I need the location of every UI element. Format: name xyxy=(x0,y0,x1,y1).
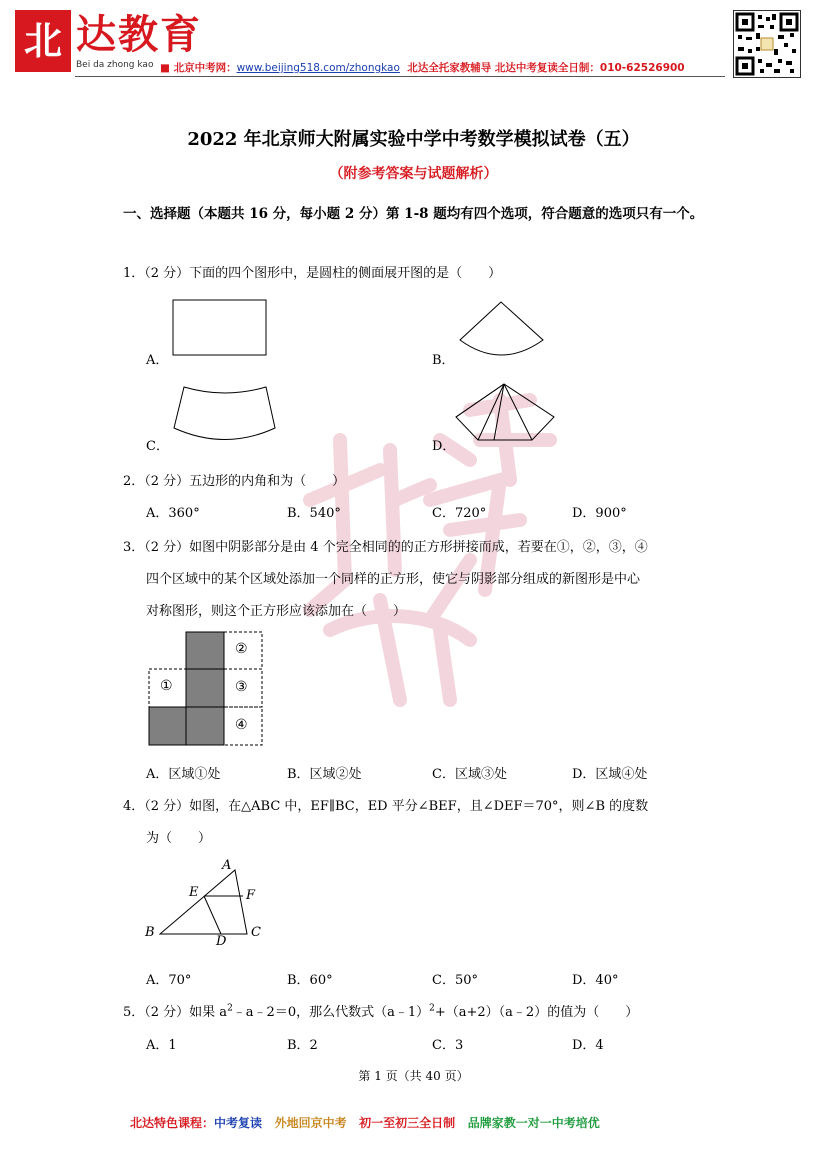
q4-label-b: B xyxy=(145,925,155,940)
q3-stem-line3: 对称图形，则这个正方形应该添加在（ ） xyxy=(146,604,407,619)
q1-option-b[interactable]: B． xyxy=(432,353,455,368)
q4-stem-line2: 为（ ） xyxy=(146,831,212,846)
q3-option-a[interactable]: A．区域①处 xyxy=(146,767,221,782)
footer-course-2[interactable]: 外地回京中考 xyxy=(274,1116,347,1130)
footer-courses-label: 北达特色课程： xyxy=(130,1116,215,1130)
q4-option-a[interactable]: A．70° xyxy=(146,973,192,988)
q3-option-c[interactable]: C．区域③处 xyxy=(432,767,507,782)
q4-option-b[interactable]: B．60° xyxy=(287,973,333,988)
q5-option-c[interactable]: C．3 xyxy=(432,1038,464,1053)
q5-option-a[interactable]: A．1 xyxy=(146,1038,177,1053)
q5-stem-pre: 5．（2 分）如果 a xyxy=(123,1005,228,1020)
q4-label-a: A xyxy=(222,858,232,873)
q2-option-a[interactable]: A．360° xyxy=(146,506,200,521)
logo-text: 达教育 xyxy=(76,11,202,58)
header-slogan: 北达全托家教辅导 北达中考复读全日制：010-62526900 xyxy=(407,62,685,74)
footer-course-1[interactable]: 中考复读 xyxy=(214,1116,263,1130)
logo-pinyin: Bei da zhong kao xyxy=(76,60,154,70)
q1-shape-pyramid-net xyxy=(454,382,556,444)
q4-label-c: C xyxy=(251,925,261,940)
q5-exp-1: 2 xyxy=(227,1003,233,1014)
q4-label-d: D xyxy=(216,934,227,949)
q3-option-b[interactable]: B．区域②处 xyxy=(287,767,362,782)
q5-exp-2: 2 xyxy=(429,1003,435,1014)
q4-label-e: E xyxy=(189,885,199,900)
page-subtitle: （附参考答案与试题解析） xyxy=(329,166,498,182)
q1-shape-sector xyxy=(458,300,546,360)
q1-shape-rectangle xyxy=(172,299,268,357)
q1-stem: 1．（2 分）下面的四个图形中，是圆柱的侧面展开图的是（ ） xyxy=(123,266,502,281)
q5-option-d[interactable]: D．4 xyxy=(572,1038,604,1053)
qr-code-icon xyxy=(733,10,801,78)
q4-triangle-figure xyxy=(142,858,272,950)
q1-shape-annular-sector xyxy=(172,385,278,445)
q3-region-3-label: ③ xyxy=(235,679,248,695)
q3-option-d[interactable]: D．区域④处 xyxy=(572,767,648,782)
page-number: 第 1 页（共 40 页） xyxy=(358,1069,469,1083)
q4-option-d[interactable]: D．40° xyxy=(572,973,619,988)
q1-option-d[interactable]: D． xyxy=(432,439,456,454)
header-info xyxy=(160,60,685,75)
q2-option-b[interactable]: B．540° xyxy=(287,506,341,521)
section-heading: 一、选择题（本题共 16 分，每小题 2 分）第 1-8 题均有四个选项，符合题意的选项只有一个。 xyxy=(123,206,704,222)
header-rule xyxy=(75,76,725,77)
q4-stem-line1: 4．（2 分）如图，在△ABC 中，EF∥BC，ED 平分∠BEF，且∠DEF＝70°，则∠B 的度数 xyxy=(123,799,649,814)
q5-stem xyxy=(123,1001,638,1020)
q2-stem: 2．（2 分）五边形的内角和为（ ） xyxy=(123,474,346,489)
q5-stem-post: +（a+2）（a﹣2）的值为（ ） xyxy=(434,1005,639,1020)
q2-option-c[interactable]: C．720° xyxy=(432,506,487,521)
q1-option-c[interactable]: C． xyxy=(146,439,169,454)
q4-option-c[interactable]: C．50° xyxy=(432,973,478,988)
q3-region-2-label: ② xyxy=(235,641,248,657)
q5-stem-mid: ﹣a﹣2＝0，那么代数式（a﹣1） xyxy=(232,1005,430,1020)
q3-region-1-label: ① xyxy=(160,678,173,694)
footer-course-4[interactable]: 品牌家教一对一中考培优 xyxy=(467,1116,600,1130)
page-title: 2022 年北京师大附属实验中学中考数学模拟试卷（五） xyxy=(187,129,640,150)
q5-option-b[interactable]: B．2 xyxy=(287,1038,318,1053)
q3-figure xyxy=(148,631,264,747)
site-link[interactable]: www.beijing518.com/zhongkao xyxy=(236,62,400,74)
q2-option-d[interactable]: D．900° xyxy=(572,506,627,521)
site-label: ■ 北京中考网： xyxy=(160,62,237,74)
q3-stem-line2: 四个区域中的某个区域处添加一个同样的正方形，使它与阴影部分组成的新图形是中心 xyxy=(146,572,641,587)
footer-courses xyxy=(130,1114,600,1131)
logo-mark: 北 xyxy=(15,10,71,72)
q1-option-a[interactable]: A． xyxy=(146,353,169,368)
q4-label-f: F xyxy=(246,888,256,903)
q3-region-4-label: ④ xyxy=(235,717,248,733)
q3-stem-line1: 3．（2 分）如图中阴影部分是由 4 个完全相同的的正方形拼接而成，若要在①，②，③，④ xyxy=(123,540,648,555)
footer-course-3[interactable]: 初一至初三全日制 xyxy=(359,1116,456,1130)
